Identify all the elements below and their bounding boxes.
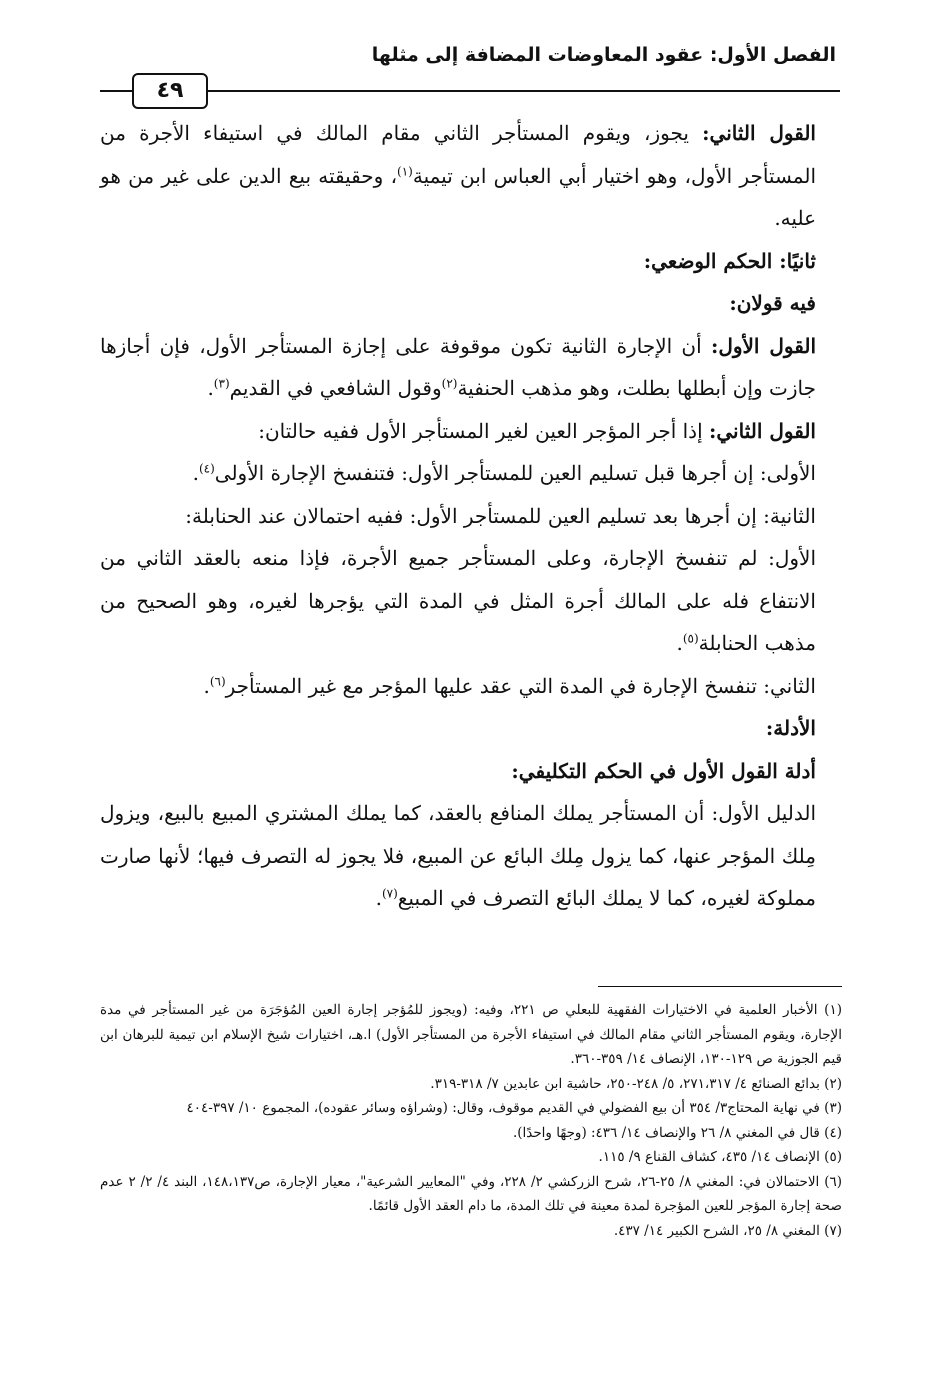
paragraph-text: . xyxy=(375,886,382,910)
paragraph-text: الأولى: إن أجرها قبل تسليم العين للمستأجر الأول: فتنفسخ الإجارة الأولى xyxy=(214,461,816,485)
opinion-label: القول الثاني: xyxy=(709,418,816,443)
footnote-5: (٥) الإنصاف ١٤/ ٤٣٥، كشاف القناع ٩/ ١١٥. xyxy=(598,1149,842,1165)
paragraph-second-opinion-wadi xyxy=(100,410,842,453)
paragraph-text: . xyxy=(207,376,214,400)
footnote-ref: (٥) xyxy=(682,631,699,646)
footnote-rule xyxy=(598,986,842,987)
paragraph-text: إذا أجر المؤجر العين لغير المستأجر الأول ففيه حالتان: xyxy=(258,418,709,443)
paragraph-text: . xyxy=(192,461,199,485)
paragraph-second-possibility xyxy=(100,665,842,708)
paragraph-text: . xyxy=(676,631,683,655)
footnote-3: (٣) في نهاية المحتاج٣/ ٣٥٤ أن بيع الفضولي في القديم موقوف، وقال: (وشراؤه وسائر عقوده)، المجموع ١٠/ ٣٩٧-٤٠٤ xyxy=(186,1100,842,1116)
heading-wadi-ruling: ثانيًا: الحكم الوضعي: xyxy=(643,248,816,273)
paragraph-text: ، وحقيقته بيع الدين على غير من هو عليه. xyxy=(100,163,816,230)
paragraph-text: الثاني: تنفسخ الإجارة في المدة التي عقد عليها المؤجر مع غير المستأجر xyxy=(225,673,816,698)
paragraph-second-case xyxy=(100,495,842,538)
paragraph-text: الأول: لم تنفسخ الإجارة، وعلى المستأجر جميع الأجرة، فإذا منعه بالعقد الثاني من الانتفاع فله على المالك أجرة المثل في المدة التي يؤجرها لغيره، وهو الصحيح من مذهب الحنابلة xyxy=(100,546,816,655)
footnotes xyxy=(100,998,842,1243)
paragraph-text: وقول الشافعي في القديم xyxy=(229,376,442,400)
running-title: الفصل الأول: عقود المعاوضات المضافة إلى مثلها xyxy=(371,44,836,66)
main-text xyxy=(100,112,842,920)
paragraph-first-possibility xyxy=(100,537,842,665)
paragraph-text: الدليل الأول: أن المستأجر يملك المنافع بالعقد، كما يملك المشتري المبيع بالبيع، ويزول مِلك المؤجر عنها، كما يزول مِلك البائع عن المبيع، فلا يجوز له التصرف فيها؛ لأنها صارت مملوكة لغيره، كما لا يملك البائع التصرف في المبيع xyxy=(100,801,816,910)
footnote-ref: (٦) xyxy=(209,673,226,688)
paragraph-first-case xyxy=(100,452,842,495)
footnote-ref: (٤) xyxy=(198,461,215,476)
paragraph-text: أن الإجارة الثانية تكون موقوفة على إجازة المستأجر الأول، فإن أجازها جازت وإن أبطلها بطلت، وهو مذهب الحنفية xyxy=(100,333,816,400)
footnote-ref: (٢) xyxy=(441,376,458,391)
paragraph-first-evidence xyxy=(100,792,842,920)
paragraph-second-opinion xyxy=(100,112,842,240)
footnote-1: (١) الأخبار العلمية في الاختيارات الفقهية للبعلي ص ٢٢١، وفيه: (ويجوز للمُؤجر إجارة العين المُؤجَرَة من غير المستأجر في مدة الإجارة، ويقوم المستأجر الثاني مقام المالك في استيفاء الأجرة من المستأجر الأول) ا.هـ، اختيارات شيخ الإسلام ابن تيمية للبرهان ابن قيم الجوزية ص ١٢٩-١٣٠، الإنصاف ١٤/ ٣٥٩-٣٦٠. xyxy=(100,1002,842,1067)
opinion-label: القول الثاني: xyxy=(702,121,816,145)
footnote-ref: (١) xyxy=(397,163,413,178)
paragraph-first-opinion xyxy=(100,325,842,410)
page-number: ٤٩ xyxy=(132,73,208,109)
heading-first-opinion-evidence: أدلة القول الأول في الحكم التكليفي: xyxy=(511,758,816,783)
footnote-ref: (٣) xyxy=(213,376,230,391)
heading-two-opinions: فيه قولان: xyxy=(729,291,816,315)
footnote-4: (٤) قال في المغني ٨/ ٢٦ والإنصاف ١٤/ ٤٣٦: (وجهًا واحدًا). xyxy=(512,1124,842,1141)
footnote-2: (٢) بدائع الصنائع ٤/ ٢٧١،٣١٧، ٥/ ٢٤٨-٢٥٠، حاشية ابن عابدين ٧/ ٣١٨-٣١٩. xyxy=(430,1075,842,1092)
paragraph-text: . xyxy=(203,673,210,698)
footnote-7: (٧) المغني ٨/ ٢٥، الشرح الكبير ١٤/ ٤٣٧. xyxy=(613,1222,842,1239)
heading-evidence: الأدلة: xyxy=(765,716,816,740)
footnote-ref: (٧) xyxy=(381,886,398,901)
footnote-6: (٦) الاحتمالان في: المغني ٨/ ٢٥-٢٦، شرح الزركشي ٢/ ٢٢٨، وفي "المعايير الشرعية"، معيار الإجارة، ص١٤٨،١٣٧، البند ٤/ ٢/ ٢ عدم صحة إجارة المؤجر للعين المؤجرة لمدة معينة في تلك المدة، ما دام العقد الأول قائمًا. xyxy=(100,1173,843,1214)
paragraph-text: الثانية: إن أجرها بعد تسليم العين للمستأجر الأول: ففيه احتمالان عند الحنابلة: xyxy=(185,503,816,528)
paragraph-text: يجوز، ويقوم المستأجر الثاني مقام المالك في استيفاء الأجرة من المستأجر الأول، وهو اختيار أبي العباس ابن تيمية xyxy=(100,121,816,188)
header-rule xyxy=(100,90,840,92)
opinion-label: القول الأول: xyxy=(710,333,816,358)
